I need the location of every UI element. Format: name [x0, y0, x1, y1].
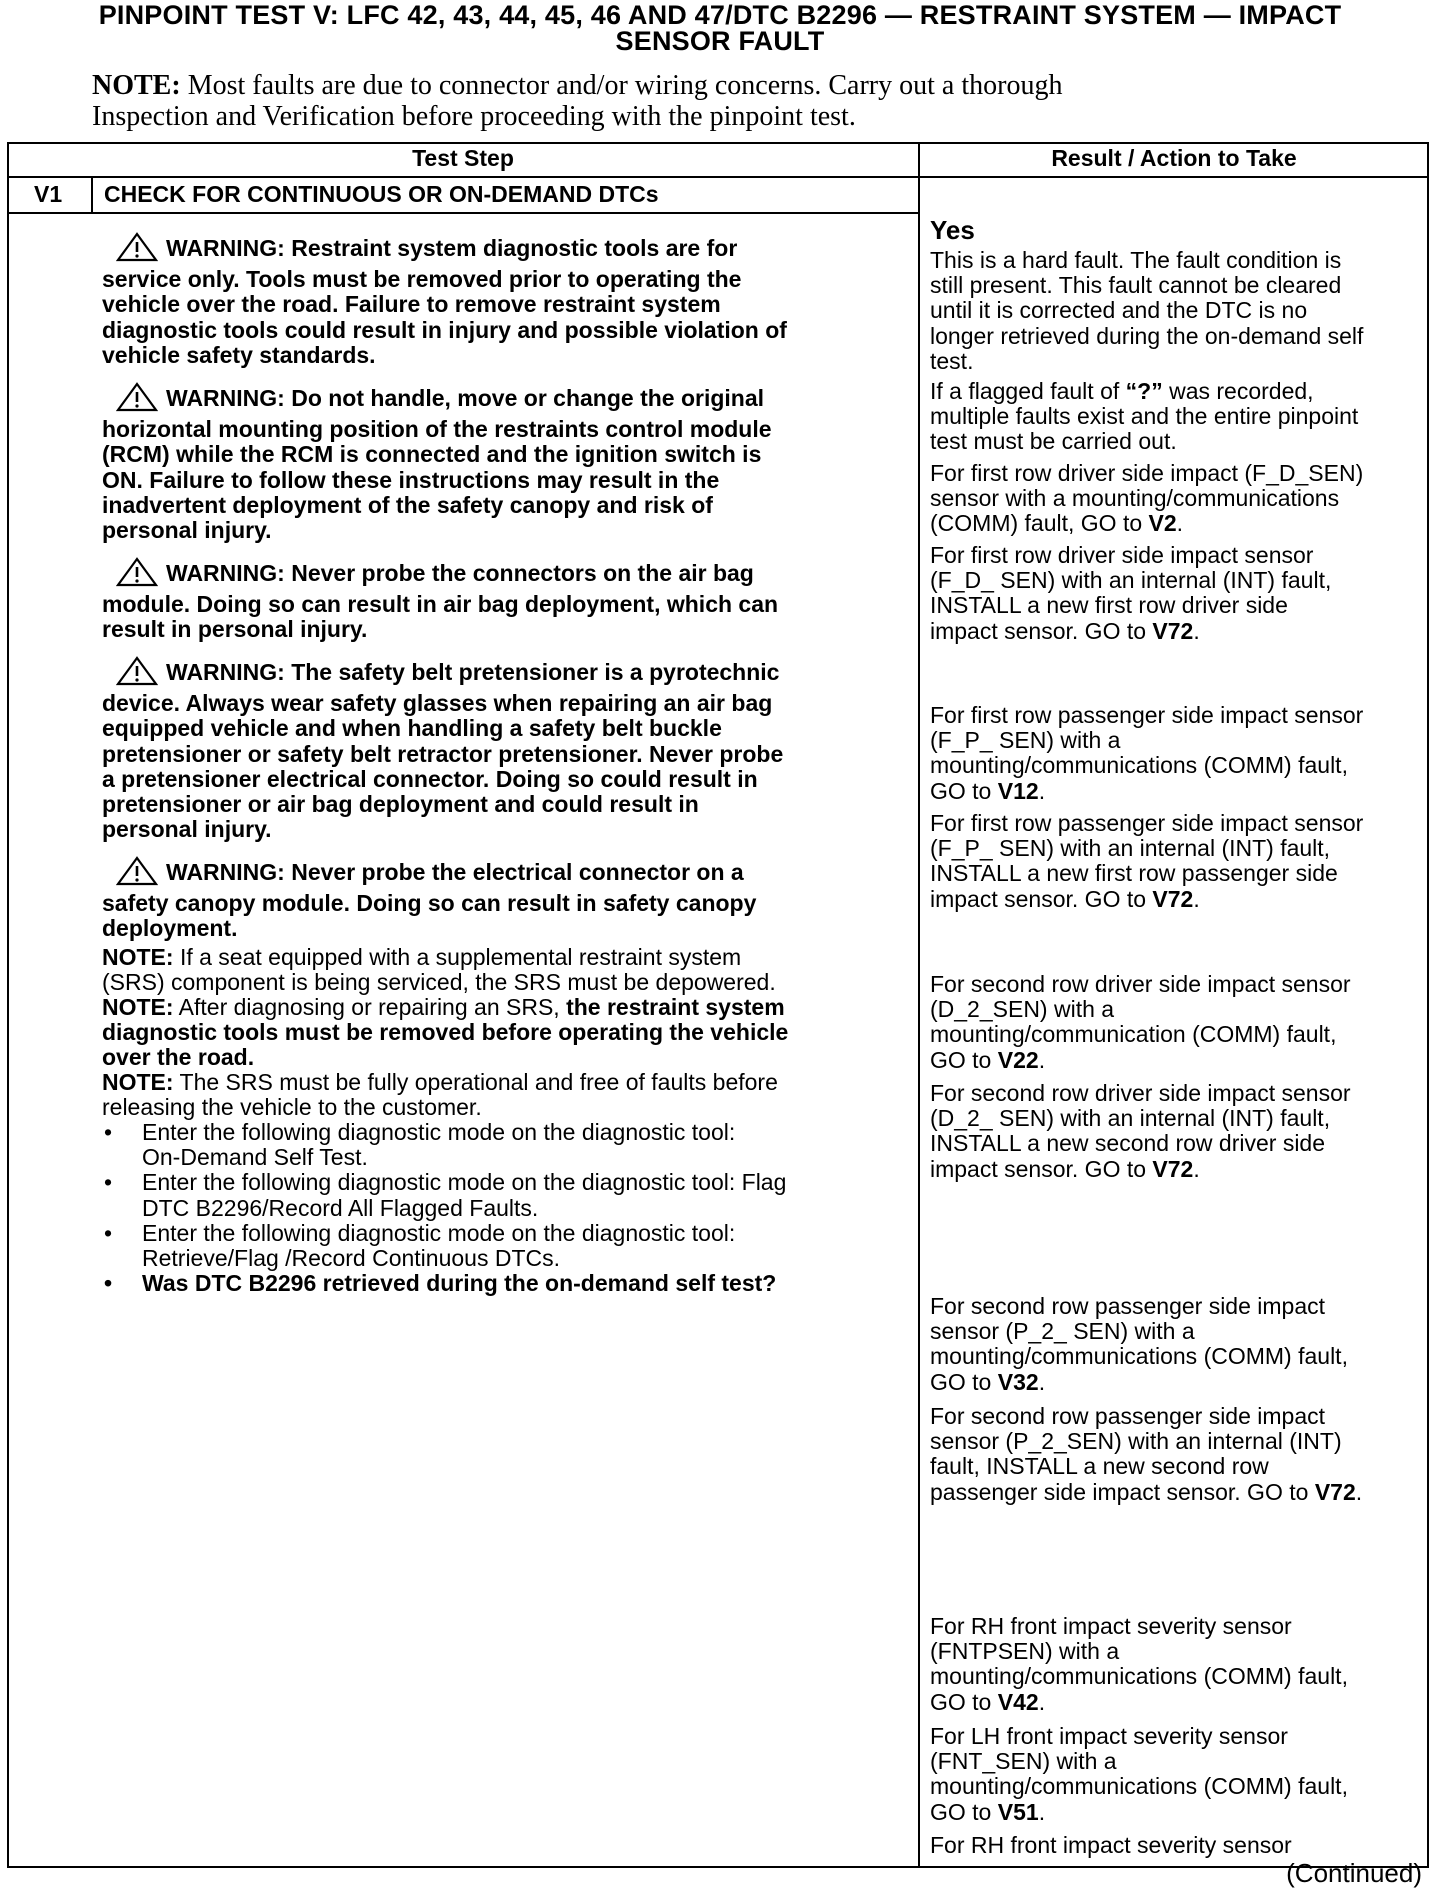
result-line: mounting/communications (COMM) fault,: [930, 752, 1348, 779]
warning-block: [102, 557, 882, 643]
note-emphasis: diagnostic tools must be removed before operating the vehicle: [102, 1019, 789, 1046]
step-id-divider: [91, 177, 93, 213]
result-block: [930, 1294, 1420, 1395]
result-block: [930, 543, 1420, 644]
header-result-action: Result / Action to Take: [1051, 145, 1297, 171]
result-block: [930, 248, 1420, 374]
note-line: The SRS must be fully operational and free of faults before: [173, 1069, 778, 1095]
page-title: [40, 2, 1400, 54]
result-line: mounting/communications (COMM) fault,: [930, 1343, 1348, 1370]
result-line: For first row driver side impact sensor: [930, 542, 1314, 568]
result-line: For RH front impact severity sensor: [930, 1832, 1292, 1858]
result-line: test.: [930, 347, 974, 374]
result-block: [930, 461, 1420, 537]
result-line: For LH front impact severity sensor: [930, 1723, 1288, 1749]
note-label: NOTE:: [102, 944, 174, 970]
warning-line: vehicle over the road. Failure to remove restraint system: [102, 291, 721, 318]
title-line-2: SENSOR FAULT: [615, 26, 825, 56]
step-line: DTC B2296/Record All Flagged Faults.: [142, 1194, 539, 1221]
result-line: still present. This fault cannot be cleared: [930, 272, 1342, 299]
result-line: INSTALL a new first row driver side: [930, 592, 1288, 619]
bullet: •: [104, 1119, 113, 1145]
result-line: mounting/communications (COMM) fault,: [930, 1773, 1348, 1800]
goto-link[interactable]: V51: [997, 1798, 1039, 1825]
warning-line: safety canopy module. Doing so can result in safety canopy: [102, 890, 757, 917]
warning-line: a pretensioner electrical connector. Doing so could result in: [102, 765, 758, 792]
goto-link[interactable]: V72: [1152, 617, 1194, 644]
warning-triangle-icon: [116, 382, 158, 417]
header-test-step: Test Step: [412, 145, 514, 171]
result-line: For first row driver side impact (F_D_SEN): [930, 460, 1364, 486]
warning-line: device. Always wear safety glasses when repairing an air bag: [102, 690, 773, 717]
warning-line: WARNING: Do not handle, move or change the original: [166, 385, 765, 411]
goto-link[interactable]: V42: [997, 1688, 1039, 1715]
result-block: [930, 703, 1420, 804]
result-block: [930, 1614, 1420, 1715]
result-line: mounting/communication (COMM) fault,: [930, 1021, 1337, 1048]
warning-line: pretensioner or air bag deployment and could result in: [102, 791, 699, 818]
punct: .: [1193, 617, 1200, 644]
result-block: [930, 972, 1420, 1073]
procedure-steps: [102, 1120, 882, 1296]
result-line: sensor (P_2_ SEN) with a: [930, 1318, 1195, 1345]
warning-block: [102, 856, 882, 942]
result-block: [930, 1833, 1420, 1858]
note-text-1: Most faults are due to connector and/or wiring concerns. Carry out a thorough: [180, 70, 1063, 101]
result-line: For second row passenger side impact: [930, 1293, 1326, 1319]
bullet: •: [104, 1270, 113, 1297]
note-block: [102, 945, 882, 995]
result-line: (F_D_ SEN) with an internal (INT) fault,: [930, 567, 1332, 594]
result-line: GO to: [930, 1798, 998, 1825]
result-line: (FNT_SEN) with a: [930, 1748, 1117, 1775]
warning-line: equipped vehicle and when handling a safety belt buckle: [102, 715, 722, 742]
note-emphasis: the restraint system: [566, 994, 785, 1020]
note-text-2: Inspection and Verification before proceeding with the pinpoint test.: [92, 101, 856, 132]
list-item: [102, 1170, 882, 1220]
note-block: [102, 1070, 882, 1120]
result-block: [930, 379, 1420, 455]
result-line: For RH front impact severity sensor: [930, 1613, 1292, 1639]
note-label: NOTE:: [102, 1069, 174, 1095]
warning-block: [102, 382, 882, 543]
result-line: (F_P_ SEN) with an internal (INT) fault,: [930, 835, 1331, 862]
note-label: NOTE:: [102, 994, 174, 1020]
result-line: mounting/communications (COMM) fault,: [930, 1663, 1348, 1690]
note-line: (SRS) component is being serviced, the SRS must be depowered.: [102, 969, 776, 996]
warning-triangle-icon: [116, 656, 158, 691]
result-line: INSTALL a new first row passenger side: [930, 860, 1338, 887]
warning-line: ON. Failure to follow these instructions may result in the: [102, 466, 720, 493]
step-line: Enter the following diagnostic mode on the diagnostic tool: Flag: [142, 1169, 787, 1196]
punct: .: [1038, 777, 1046, 804]
warning-triangle-icon: [116, 557, 158, 592]
result-line: fault, INSTALL a new second row: [930, 1453, 1269, 1480]
result-line: longer retrieved during the on-demand self: [930, 322, 1364, 349]
punct: .: [1193, 1155, 1200, 1182]
result-line: impact sensor. GO to: [930, 617, 1153, 644]
warning-line: WARNING: The safety belt pretensioner is a pyrotechnic: [166, 659, 780, 685]
note-line: releasing the vehicle to the customer.: [102, 1094, 482, 1121]
warning-line: personal injury.: [102, 517, 272, 544]
step-title-rule: [7, 212, 919, 214]
result-line: until it is corrected and the DTC is no: [930, 297, 1308, 324]
result-line: For first row passenger side impact sensor: [930, 702, 1364, 728]
note-emphasis: over the road.: [102, 1044, 255, 1071]
step-id: V1: [34, 181, 63, 207]
warning-line: vehicle safety standards.: [102, 341, 376, 368]
note-line: After diagnosing or repairing an SRS,: [173, 994, 567, 1020]
result-line: (F_P_ SEN) with a: [930, 727, 1121, 754]
warning-line: diagnostic tools could result in injury and possible violation of: [102, 316, 787, 343]
result-line: impact sensor. GO to: [930, 1155, 1153, 1182]
bullet: •: [104, 1219, 113, 1246]
warning-triangle-icon: [116, 232, 158, 267]
punct: .: [1038, 1046, 1046, 1073]
warning-line: result in personal injury.: [102, 616, 368, 643]
result-block: [930, 811, 1420, 912]
result-line: For second row driver side impact sensor: [930, 971, 1351, 997]
result-line: test must be carried out.: [930, 428, 1177, 455]
result-line: was recorded,: [1162, 378, 1314, 404]
note-block: [102, 995, 882, 1071]
result-line: sensor (P_2_SEN) with an internal (INT): [930, 1428, 1342, 1455]
punct: .: [1038, 1798, 1046, 1825]
goto-link[interactable]: V22: [997, 1046, 1039, 1073]
result-line: For first row passenger side impact sensor: [930, 810, 1364, 836]
step-line: On-Demand Self Test.: [142, 1144, 368, 1171]
step-line: Enter the following diagnostic mode on the diagnostic tool:: [142, 1119, 736, 1145]
result-line: sensor with a mounting/communications: [930, 485, 1340, 512]
result-line: If a flagged fault of: [930, 378, 1126, 404]
result-line: This is a hard fault. The fault condition is: [930, 247, 1342, 273]
warning-line: module. Doing so can result in air bag deployment, which can: [102, 591, 779, 618]
list-item: [102, 1271, 882, 1296]
step-line: Enter the following diagnostic mode on the diagnostic tool:: [142, 1219, 736, 1246]
result-line: multiple faults exist and the entire pinpoint: [930, 403, 1359, 430]
result-line: GO to: [930, 777, 998, 804]
warning-line: inadvertent deployment of the safety canopy and risk of: [102, 491, 713, 518]
header-rule: [7, 176, 1429, 178]
step-title: CHECK FOR CONTINUOUS OR ON-DEMAND DTCs: [104, 181, 659, 207]
flagged-fault-symbol: “?”: [1125, 378, 1163, 404]
step-question: Was DTC B2296 retrieved during the on-demand self test?: [142, 1270, 777, 1297]
result-line: (FNTPSEN) with a: [930, 1638, 1120, 1665]
result-line: (D_2_SEN) with a: [930, 996, 1115, 1023]
step-line: Retrieve/Flag /Record Continuous DTCs.: [142, 1245, 560, 1272]
result-line: passenger side impact sensor. GO to: [930, 1478, 1315, 1505]
note-label: NOTE:: [92, 70, 181, 101]
warning-line: deployment.: [102, 915, 238, 942]
warning-line: WARNING: Never probe the electrical connector on a: [166, 859, 744, 885]
goto-link[interactable]: V72: [1152, 1155, 1194, 1182]
warning-block: [102, 656, 882, 842]
result-line: (COMM) fault, GO to: [930, 510, 1149, 537]
punct: .: [1038, 1688, 1046, 1715]
result-line: (D_2_ SEN) with an internal (INT) fault,: [930, 1105, 1331, 1132]
warning-line: horizontal mounting position of the restraints control module: [102, 416, 772, 443]
result-line: For second row passenger side impact: [930, 1403, 1326, 1429]
list-item: [102, 1221, 882, 1271]
continued-label: (Continued): [1286, 1858, 1422, 1888]
intro-note: [92, 70, 1272, 132]
punct: .: [1193, 885, 1200, 912]
warning-line: WARNING: Never probe the connectors on the air bag: [166, 560, 754, 586]
goto-link[interactable]: V72: [1152, 885, 1194, 912]
punct: .: [1355, 1478, 1363, 1505]
result-block: [930, 1081, 1420, 1182]
note-line: If a seat equipped with a supplemental restraint system: [173, 944, 742, 970]
result-block: [930, 1724, 1420, 1825]
goto-link[interactable]: V12: [997, 777, 1039, 804]
goto-link[interactable]: V2: [1148, 510, 1177, 537]
result-line: INSTALL a new second row driver side: [930, 1130, 1326, 1157]
yes-heading: Yes: [930, 215, 975, 245]
result-line: impact sensor. GO to: [930, 885, 1153, 912]
warning-block: [102, 232, 882, 368]
punct: .: [1176, 510, 1184, 537]
result-block: [930, 1404, 1420, 1505]
result-line: GO to: [930, 1368, 998, 1395]
title-line-1: PINPOINT TEST V: LFC 42, 43, 44, 45, 46 AND 47/DTC B2296 — RESTRAINT SYSTEM — IMPACT: [98, 0, 1342, 30]
warning-triangle-icon: [116, 856, 158, 891]
result-line: GO to: [930, 1046, 998, 1073]
result-line: GO to: [930, 1688, 998, 1715]
goto-link[interactable]: V32: [997, 1368, 1039, 1395]
column-divider: [918, 142, 920, 1868]
warning-line: service only. Tools must be removed prior to operating the: [102, 266, 742, 293]
warning-line: personal injury.: [102, 816, 272, 843]
warning-line: pretensioner or safety belt retractor pretensioner. Never probe: [102, 740, 784, 767]
goto-link[interactable]: V72: [1314, 1478, 1356, 1505]
warning-line: (RCM) while the RCM is connected and the ignition switch is: [102, 441, 762, 468]
result-line: For second row driver side impact sensor: [930, 1080, 1351, 1106]
bullet: •: [104, 1169, 113, 1196]
list-item: [102, 1120, 882, 1170]
warning-line: WARNING: Restraint system diagnostic tools are for: [166, 235, 738, 261]
punct: .: [1038, 1368, 1046, 1395]
